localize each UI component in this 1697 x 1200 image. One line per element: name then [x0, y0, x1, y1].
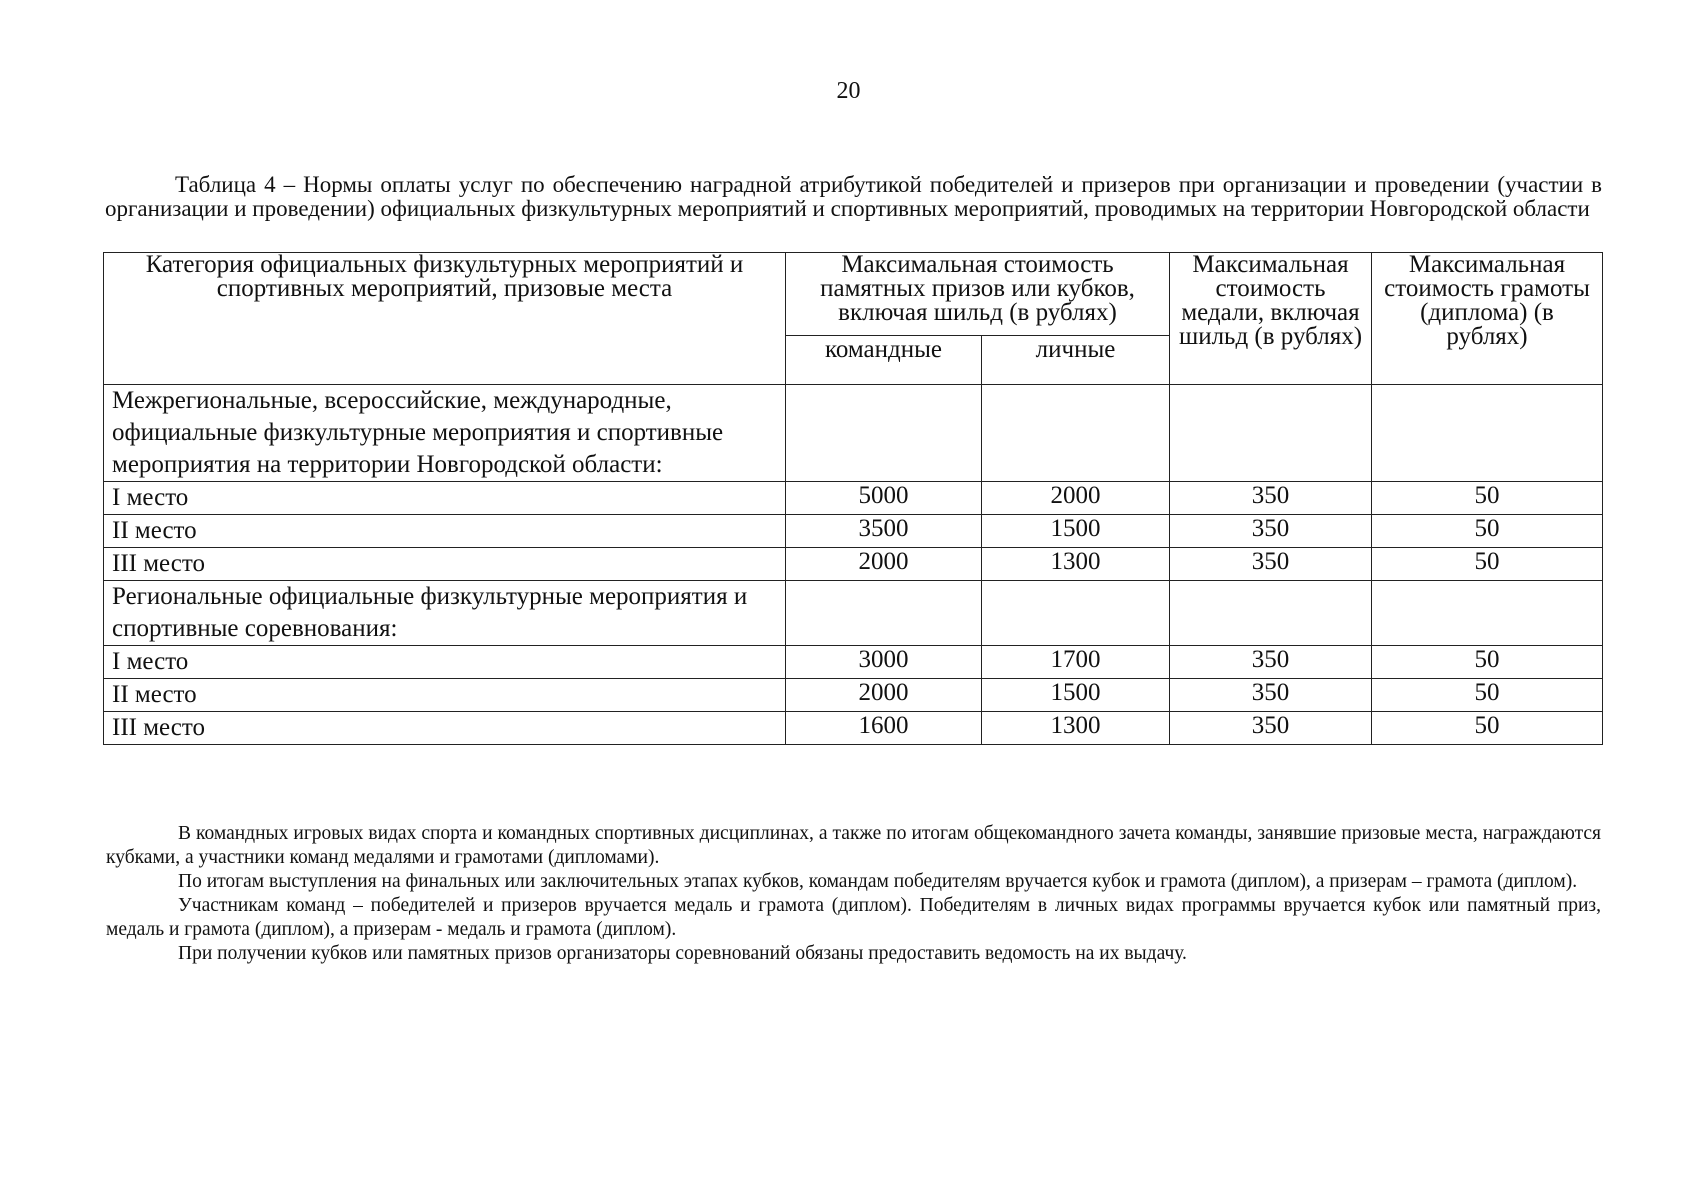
table-row [104, 679, 1603, 712]
empty-cell [1170, 385, 1372, 482]
norms-table [103, 252, 1603, 745]
team-cell: 1600 [786, 712, 982, 745]
medal-cell: 350 [1170, 646, 1372, 679]
personal-cell: 1700 [982, 646, 1170, 679]
table-row [104, 548, 1603, 581]
personal-cell: 1300 [982, 548, 1170, 581]
table-row [104, 712, 1603, 745]
empty-cell [1170, 581, 1372, 646]
empty-cell [982, 385, 1170, 482]
personal-cell: 2000 [982, 482, 1170, 515]
note-paragraph: В командных игровых видах спорта и командных спортивных дисциплинах, а также по итогам общекомандного зачета команды, занявшие призовые места, награждаются кубками, а участники команд медалями и грамотами (дипломами). [106, 823, 1601, 868]
team-cell: 2000 [786, 679, 982, 712]
empty-cell [982, 581, 1170, 646]
place-cell: III место [104, 548, 786, 581]
section-title: Межрегиональные, всероссийские, международные, официальные физкультурные мероприятия и спортивные мероприятия на территории Новгородской области: [104, 385, 786, 482]
medal-cell: 350 [1170, 515, 1372, 548]
table-header-row [104, 253, 1603, 336]
team-cell: 3000 [786, 646, 982, 679]
table-row [104, 482, 1603, 515]
note-paragraph: По итогам выступления на финальных или заключительных этапах кубков, командам победителям вручается кубок и грамота (диплом), а призерам – грамота (диплом). [178, 871, 1578, 892]
team-cell: 2000 [786, 548, 982, 581]
header-cups: Максимальная стоимость памятных призов или кубков, включая шильд (в рублях) [786, 253, 1170, 336]
place-cell: I место [104, 482, 786, 515]
diploma-cell: 50 [1372, 679, 1603, 712]
place-cell: II место [104, 679, 786, 712]
header-category: Категория официальных физкультурных мероприятий и спортивных мероприятий, призовые места [104, 253, 786, 385]
table-caption [105, 173, 1602, 221]
diploma-cell: 50 [1372, 646, 1603, 679]
page-number: 20 [836, 78, 861, 104]
medal-cell: 350 [1170, 679, 1372, 712]
table-row [104, 646, 1603, 679]
diploma-cell: 50 [1372, 482, 1603, 515]
place-cell: III место [104, 712, 786, 745]
diploma-cell: 50 [1372, 712, 1603, 745]
header-personal: личные [982, 336, 1170, 385]
table-row [104, 515, 1603, 548]
team-cell: 5000 [786, 482, 982, 515]
note-paragraph: При получении кубков или памятных призов организаторы соревнований обязаны предоставить ведомость на их выдачу. [178, 943, 1187, 964]
section-row [104, 385, 1603, 482]
medal-cell: 350 [1170, 712, 1372, 745]
place-cell: II место [104, 515, 786, 548]
header-diploma: Максимальная стоимость грамоты (диплома) (в рублях) [1372, 253, 1603, 385]
medal-cell: 350 [1170, 548, 1372, 581]
diploma-cell: 50 [1372, 515, 1603, 548]
empty-cell [1372, 385, 1603, 482]
header-team: командные [786, 336, 982, 385]
diploma-cell: 50 [1372, 548, 1603, 581]
medal-cell: 350 [1170, 482, 1372, 515]
section-row [104, 581, 1603, 646]
personal-cell: 1500 [982, 515, 1170, 548]
empty-cell [786, 385, 982, 482]
personal-cell: 1500 [982, 679, 1170, 712]
empty-cell [1372, 581, 1603, 646]
table-caption-text: Таблица 4 – Нормы оплаты услуг по обеспечению наградной атрибутикой победителей и призеров при организации и проведении (участии в организации и проведении) официальных физкультурных мероприятий и спортивных мероприятий, проводимых на территории Новгородской области [105, 172, 1602, 221]
section-title: Региональные официальные физкультурные мероприятия и спортивные соревнования: [104, 581, 786, 646]
note-paragraph: Участникам команд – победителей и призеров вручается медаль и грамота (диплом). Победителям в личных видах программы вручается кубок или памятный приз, медаль и грамота (диплом), а призерам - медаль и грамота (диплом). [106, 895, 1601, 940]
header-medal: Максимальная стоимость медали, включая шильд (в рублях) [1170, 253, 1372, 385]
notes [106, 822, 1601, 966]
team-cell: 3500 [786, 515, 982, 548]
place-cell: I место [104, 646, 786, 679]
personal-cell: 1300 [982, 712, 1170, 745]
empty-cell [786, 581, 982, 646]
